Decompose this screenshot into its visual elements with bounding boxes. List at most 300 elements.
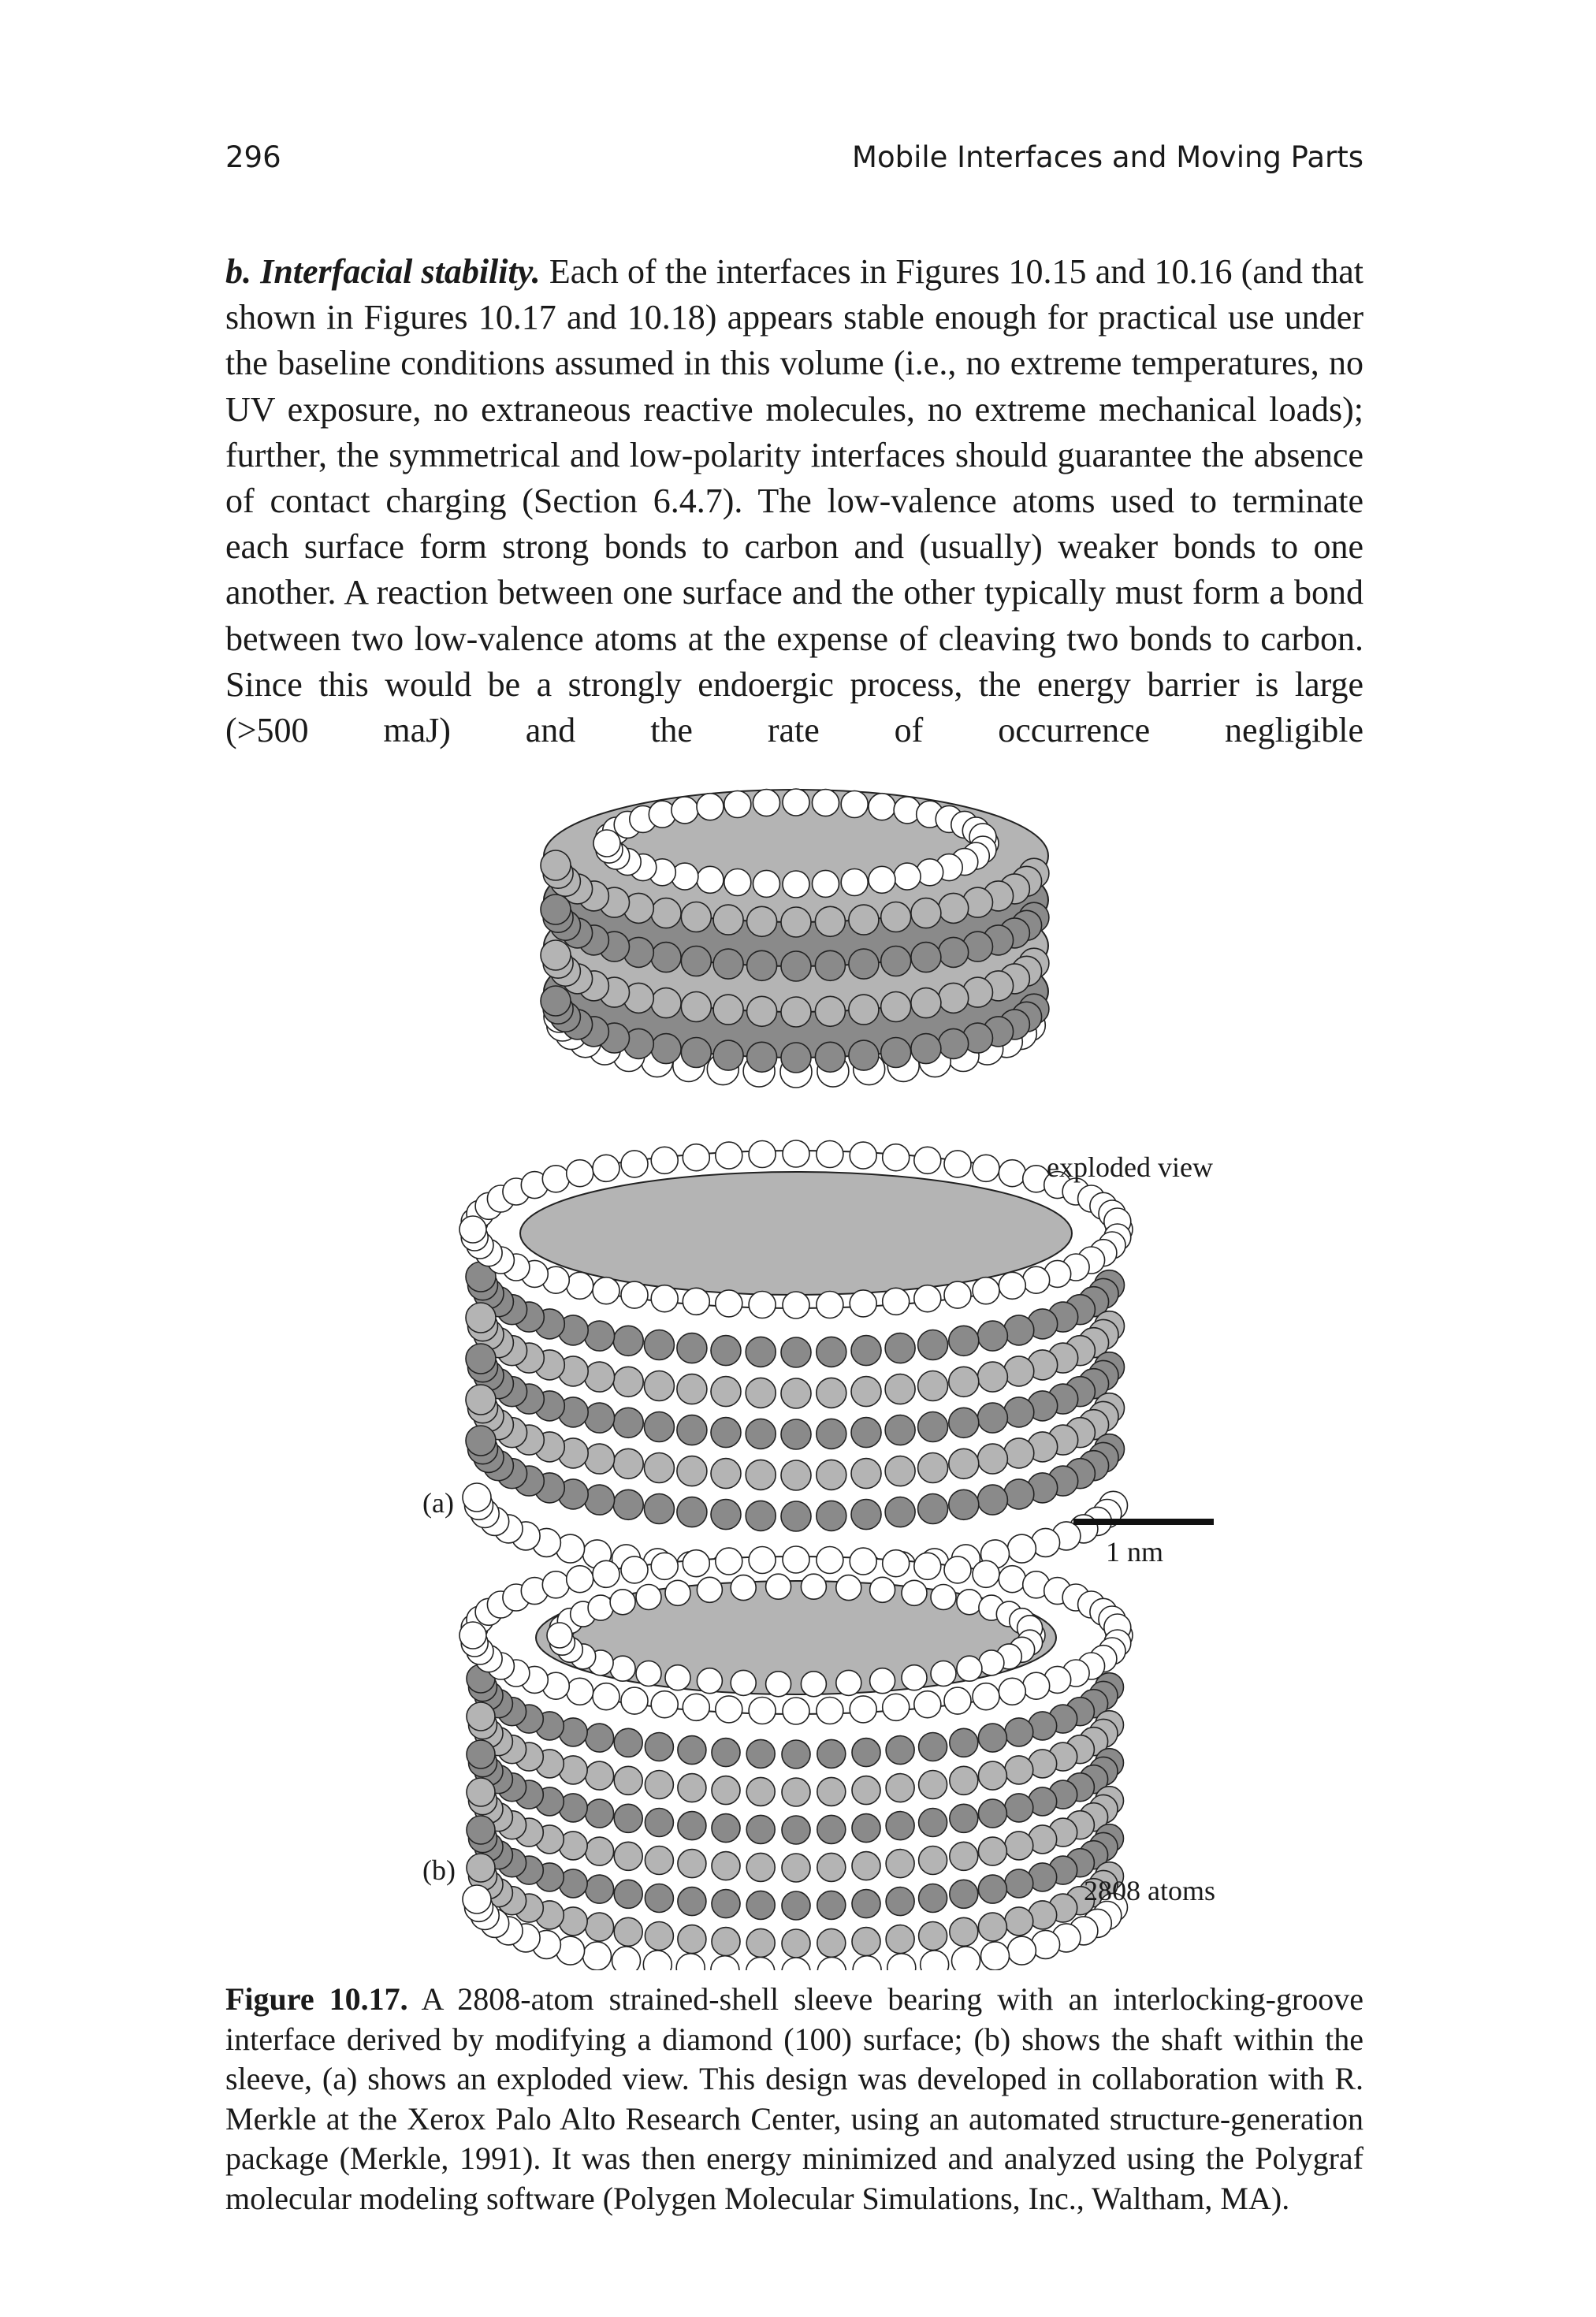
page-number: 296 (225, 140, 281, 174)
atom (939, 893, 969, 923)
atom (783, 1140, 809, 1167)
atom (585, 1362, 615, 1392)
atom (466, 1385, 496, 1415)
atom (918, 1330, 948, 1360)
atom (952, 1947, 980, 1970)
atom (1005, 1832, 1033, 1860)
atom (911, 898, 941, 928)
atom (781, 997, 811, 1027)
atom (852, 1776, 880, 1805)
atom (1004, 1315, 1034, 1345)
atom (1004, 1479, 1034, 1509)
atom (1004, 1438, 1034, 1468)
atom (886, 1812, 914, 1840)
atom (746, 1337, 776, 1367)
atom (852, 1890, 880, 1918)
figure-number: Figure 10.17. (225, 1981, 408, 2017)
atom (782, 1958, 810, 1970)
atom (781, 1501, 811, 1531)
atom (612, 1947, 641, 1970)
paragraph-lead: b. Interfacial stability. (225, 252, 541, 291)
atom (783, 1546, 809, 1573)
atom (677, 1374, 707, 1404)
atom (746, 1739, 775, 1768)
atom (885, 1333, 915, 1363)
atom (931, 1585, 956, 1610)
atom (753, 870, 780, 897)
atom (841, 791, 868, 818)
atom (885, 1497, 915, 1527)
atom (683, 1144, 709, 1171)
atom (919, 1884, 947, 1913)
atom (749, 1141, 776, 1168)
atom (613, 1326, 643, 1356)
atom (712, 1928, 740, 1956)
atom (949, 1408, 979, 1437)
atom (902, 1580, 927, 1605)
atom (672, 797, 698, 824)
atom (746, 1460, 776, 1490)
atom (651, 898, 681, 928)
atom (851, 1500, 881, 1530)
atom (978, 1837, 1006, 1865)
atom (978, 1913, 1006, 1941)
atom (950, 1728, 978, 1757)
atom (850, 1548, 876, 1575)
atom (850, 1290, 876, 1317)
atom (711, 1377, 741, 1407)
atom (747, 1042, 777, 1072)
atom (651, 1553, 678, 1579)
assembled-bearing-model (459, 1546, 1133, 1970)
atom (950, 1917, 978, 1946)
atom (849, 905, 879, 935)
atom (817, 1460, 846, 1490)
atom (713, 1040, 743, 1070)
atom (921, 1951, 949, 1970)
atom (678, 1925, 706, 1954)
atom (585, 1444, 615, 1474)
atom (746, 1777, 775, 1806)
atom (614, 1766, 642, 1794)
atom (817, 1419, 846, 1449)
atom (977, 1403, 1007, 1433)
atom (817, 1777, 846, 1806)
atom (881, 992, 911, 1022)
atom (973, 1155, 999, 1181)
atom (567, 1678, 593, 1705)
atom (973, 1278, 999, 1304)
atom (919, 1733, 947, 1761)
bearing-illustration (229, 780, 1363, 1970)
atom (944, 1151, 971, 1177)
atom (881, 1038, 911, 1068)
running-title: Mobile Interfaces and Moving Parts (852, 140, 1363, 174)
paragraph-text: Each of the interfaces in Figures 10.15 and 10.16 (and that shown in Figures 10.17 and 10.18) appears stable enough for practical use under the baseline conditions assumed in this volume (i.e., no extreme temperatures, no UV exposure, no extraneous reactive molecules, no extreme mechanical loads); further, the symmetrical and low-polarity interfaces should guarantee the absence of contact charging (Section 6.4.7). The low-valence atoms used to terminate each surface form strong bonds to carbon and (usually) weaker bonds to one another. A reaction between one surface and the other typically must form a bond between two low-valence atoms at the expense of cleaving two bonds to carbon. Since this would be a strongly endoergic process, the energy barrier is large (>500 maJ) and the rate of occurrence negligible (225, 252, 1364, 750)
atom (651, 1691, 678, 1718)
atom (981, 1942, 1010, 1970)
atom (950, 1766, 978, 1794)
atom (678, 1736, 706, 1765)
atom (849, 949, 879, 979)
atom (950, 1842, 978, 1870)
atom (749, 1292, 776, 1318)
atom (886, 1850, 914, 1878)
atom (870, 1668, 895, 1694)
atom (817, 1957, 846, 1970)
atom (614, 1880, 642, 1908)
atom (645, 1847, 673, 1875)
atom (885, 1456, 915, 1486)
atom (817, 1739, 846, 1768)
atom (886, 1736, 914, 1765)
atom (977, 1321, 1007, 1351)
atom (466, 1303, 496, 1333)
atom (567, 1566, 593, 1593)
atom (665, 1665, 690, 1690)
atom (999, 1272, 1025, 1299)
atom (541, 940, 571, 970)
atom (949, 1326, 979, 1356)
atom (849, 995, 879, 1025)
atom (817, 1853, 846, 1881)
atom (716, 1142, 742, 1169)
atom (782, 1929, 810, 1958)
atom (467, 1740, 495, 1768)
atom (713, 905, 743, 935)
atom (850, 1696, 876, 1723)
atom (999, 1678, 1025, 1705)
atom (724, 869, 751, 896)
atom (651, 1034, 681, 1064)
atom (678, 1812, 706, 1840)
atom (712, 1890, 740, 1918)
atom (459, 1622, 486, 1649)
atom (651, 1285, 678, 1312)
atom (681, 1038, 711, 1068)
atom (949, 1367, 979, 1397)
atom (716, 1548, 742, 1575)
atom (783, 1698, 809, 1724)
atom (644, 1494, 674, 1524)
atom (1023, 1266, 1050, 1293)
atom (683, 1288, 709, 1315)
atom (683, 1694, 709, 1720)
atom (1005, 1794, 1033, 1822)
atom (593, 1560, 619, 1587)
atom (716, 1290, 742, 1317)
atom (817, 1891, 846, 1919)
atom (713, 995, 743, 1025)
atom (644, 1453, 674, 1483)
atom (886, 1887, 914, 1916)
atom (957, 1590, 982, 1615)
atom (541, 986, 571, 1016)
atom (836, 1575, 861, 1601)
atom (817, 1501, 846, 1530)
atom (724, 791, 751, 818)
atom (852, 1739, 880, 1767)
atom (1007, 1534, 1036, 1563)
atom (766, 1672, 791, 1697)
atom (1005, 1756, 1033, 1784)
atom (950, 1804, 978, 1832)
atom (914, 1147, 941, 1173)
atom (713, 949, 743, 979)
atom (586, 1724, 614, 1752)
atom (746, 1378, 776, 1408)
atom (919, 1847, 947, 1875)
atom (1005, 1718, 1033, 1746)
atom (817, 1378, 846, 1408)
atom (567, 1272, 593, 1299)
atom (851, 1459, 881, 1489)
atom-count-label: 2808 atoms (1084, 1875, 1215, 1906)
atom (978, 1799, 1006, 1828)
atom (644, 1371, 674, 1401)
atom (836, 1670, 861, 1695)
atom (645, 1733, 673, 1761)
atom (978, 1724, 1006, 1752)
atom (853, 1956, 881, 1970)
atom (746, 1419, 776, 1449)
atom (781, 1460, 811, 1490)
atom (813, 790, 839, 816)
atom (918, 1453, 948, 1483)
atom (885, 1415, 915, 1445)
atom (712, 1852, 740, 1880)
atom (753, 790, 780, 816)
atom (697, 1577, 722, 1602)
atom (781, 1337, 811, 1367)
atom (463, 1885, 491, 1913)
atom (911, 943, 941, 973)
atom (781, 1378, 811, 1408)
atom (677, 1497, 707, 1527)
atom (747, 950, 777, 980)
atom (586, 1799, 614, 1828)
atom (463, 1483, 491, 1512)
atom (681, 947, 711, 976)
atom (711, 1418, 741, 1448)
atom (697, 794, 724, 820)
atom (817, 1337, 846, 1367)
atom (815, 996, 845, 1026)
atom (636, 1661, 661, 1687)
atom (939, 1028, 969, 1058)
atom (919, 1771, 947, 1799)
atom (850, 1142, 876, 1169)
atom (593, 1683, 619, 1710)
atom (817, 1292, 843, 1318)
atom (851, 1336, 881, 1366)
atom (931, 1661, 956, 1687)
atom (883, 1288, 910, 1315)
atom (585, 1485, 615, 1515)
atom (886, 1774, 914, 1802)
atom (939, 983, 969, 1013)
atom (746, 1815, 775, 1843)
atom (781, 1419, 811, 1449)
atom (547, 1623, 572, 1648)
atom (731, 1670, 756, 1695)
atom (977, 1362, 1007, 1392)
atom (651, 943, 681, 973)
exploded-shaft-model (541, 789, 1049, 1088)
atom (681, 992, 711, 1022)
atom (849, 1040, 879, 1070)
atom (902, 1665, 927, 1690)
atom (466, 1426, 496, 1456)
atom (1023, 1672, 1050, 1699)
atom (467, 1816, 495, 1844)
atom (973, 1560, 999, 1587)
atom (588, 1595, 613, 1620)
atom (749, 1698, 776, 1724)
atom (712, 1814, 740, 1843)
panel-a-label: (a) (422, 1487, 454, 1519)
atom (919, 1809, 947, 1837)
atom (949, 1490, 979, 1519)
figure-10-17 (229, 780, 1363, 1970)
atom (783, 789, 809, 816)
exploded-sleeve-model (459, 1140, 1133, 1584)
atom (783, 1292, 809, 1318)
atom (677, 1415, 707, 1445)
atom (1004, 1356, 1034, 1386)
atom (977, 1444, 1007, 1474)
atom (585, 1321, 615, 1351)
atom (614, 1804, 642, 1832)
atom (886, 1925, 914, 1954)
page-header (225, 140, 1363, 195)
atom (613, 1449, 643, 1478)
atom (613, 1490, 643, 1519)
atom (782, 1816, 810, 1844)
atom (1005, 1907, 1033, 1936)
atom (712, 1776, 740, 1805)
atom (781, 951, 811, 981)
atom (817, 1815, 846, 1843)
atom (747, 996, 777, 1026)
atom (697, 866, 724, 893)
atom (677, 1456, 707, 1486)
atom (869, 794, 895, 820)
atom (747, 906, 777, 936)
caption-text: A 2808-atom strained-shell sleeve bearing with an interlocking-groove interface derived by modifying a diamond (100) surface; (b) shows the shaft within the sleeve, (a) shows an exploded view. This design was developed in collaboration with R. Merkle at the Xerox Palo Alto Research Center, using an automated structure-generation package (Merkle, 1991). It was then energy minimized and analyzed using the Polygraf molecular modeling software (Polygen Molecular Simulations, Inc., Waltham, MA). (225, 1981, 1364, 2216)
atom (645, 1771, 673, 1799)
atom (746, 1957, 775, 1970)
atom (651, 988, 681, 1018)
atom (746, 1928, 775, 1957)
atom (683, 1550, 709, 1577)
atom (712, 1739, 740, 1767)
atom (586, 1875, 614, 1903)
atom (610, 1656, 635, 1681)
atom (979, 1650, 1004, 1675)
atom (881, 947, 911, 976)
atom (782, 1891, 810, 1920)
atom (918, 1494, 948, 1524)
atom (614, 1728, 642, 1757)
atom (914, 1553, 941, 1579)
atom (881, 902, 911, 932)
atom (782, 1740, 810, 1768)
atom (542, 1571, 569, 1598)
atom (919, 1922, 947, 1951)
atom (585, 1403, 615, 1433)
atom (749, 1547, 776, 1574)
atom (883, 1550, 910, 1577)
atom (586, 1913, 614, 1941)
atom (782, 1854, 810, 1882)
atom (914, 1691, 941, 1718)
atom (999, 1160, 1025, 1187)
atom (678, 1774, 706, 1802)
atom (851, 1418, 881, 1448)
atom (817, 1928, 846, 1957)
atom (645, 1884, 673, 1913)
atom (911, 988, 941, 1018)
atom (567, 1160, 593, 1187)
atom (817, 1141, 843, 1168)
atom (644, 1412, 674, 1442)
atom (801, 1574, 826, 1599)
atom (973, 1683, 999, 1710)
figure-caption (225, 1980, 1363, 2218)
atom (1005, 1869, 1033, 1898)
atom (944, 1281, 971, 1308)
atom (593, 1278, 619, 1304)
atom (614, 1917, 642, 1946)
atom (883, 1144, 910, 1171)
atom (681, 902, 711, 932)
atom (593, 830, 620, 857)
panel-b-label: (b) (422, 1854, 456, 1886)
atom (711, 1956, 739, 1970)
atom (870, 1577, 895, 1602)
sleeve-inner-wall (520, 1172, 1072, 1295)
atom (781, 1043, 811, 1073)
exploded-view-label: exploded view (1047, 1151, 1213, 1183)
atom (781, 907, 811, 937)
atom (542, 1166, 569, 1192)
atom (817, 1547, 843, 1574)
atom (918, 1412, 948, 1442)
atom (746, 1891, 775, 1919)
atom (678, 1887, 706, 1916)
atom (731, 1575, 756, 1601)
atom (977, 1485, 1007, 1515)
atom (621, 1281, 648, 1308)
atom (614, 1842, 642, 1870)
atom (586, 1761, 614, 1790)
atom (467, 1854, 495, 1882)
atom (883, 1694, 910, 1720)
atom (852, 1814, 880, 1843)
atom (815, 950, 845, 980)
atom (949, 1449, 979, 1478)
atom (466, 1344, 496, 1374)
atom (665, 1580, 690, 1605)
atom (783, 871, 809, 898)
atom (645, 1922, 673, 1951)
atom (697, 1668, 722, 1694)
atom (711, 1459, 741, 1489)
atom (1007, 1936, 1036, 1965)
atom (957, 1656, 982, 1681)
atom (999, 1566, 1025, 1593)
